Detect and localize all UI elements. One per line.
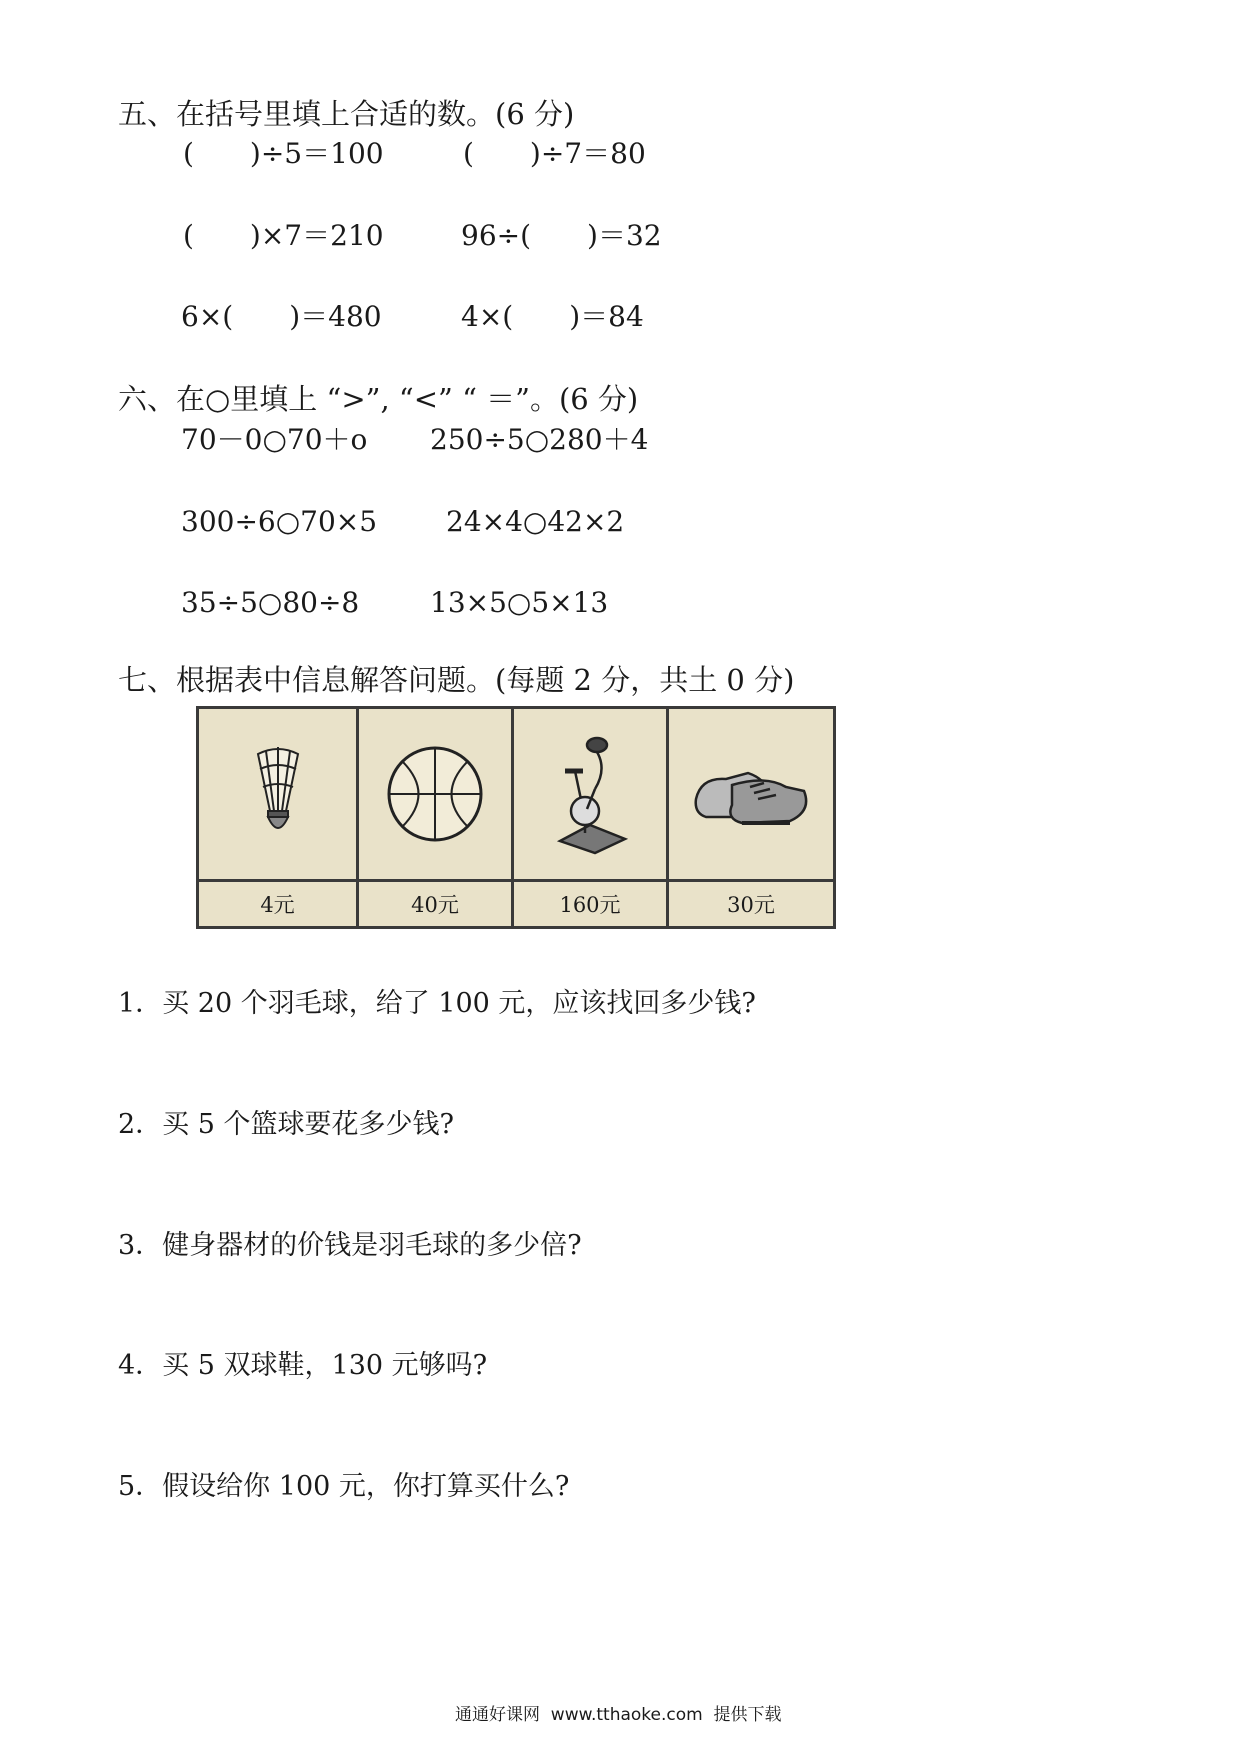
price-table — [196, 706, 836, 929]
compare-1: 70－0○70＋o — [181, 423, 368, 456]
price-sneakers: 30元 — [727, 893, 775, 917]
question-2: 2．买 5 个篮球要花多少钱? — [118, 1109, 454, 1140]
question-3: 3．健身器材的价钱是羽毛球的多少倍? — [118, 1230, 582, 1261]
question-4: 4．买 5 双球鞋，130 元够吗? — [118, 1350, 488, 1381]
price-exercise-bike: 160元 — [559, 893, 621, 917]
price-cell-shuttlecock — [199, 709, 359, 926]
footer-source: 通通好课网 www.tthaoke.com 提供下载 — [455, 1705, 782, 1725]
fill-blank-1: ( )÷5＝100 — [183, 137, 384, 170]
compare-5: 35÷5○80÷8 — [181, 586, 360, 619]
section6-heading: 六、在○里填上 “>”, “<” “ ＝”。(6 分) — [118, 382, 639, 416]
question-5: 5．假设给你 100 元，你打算买什么? — [118, 1471, 570, 1502]
fill-blank-5: 6×( )＝480 — [181, 300, 382, 333]
price-basketball: 40元 — [411, 893, 459, 917]
compare-4: 24×4○42×2 — [446, 505, 625, 538]
fill-blank-6: 4×( )＝84 — [461, 300, 644, 333]
sneakers-icon — [669, 709, 833, 882]
price-cell-sneakers — [669, 709, 833, 926]
exercise-bike-icon — [514, 709, 666, 882]
compare-3: 300÷6○70×5 — [181, 505, 378, 538]
section7-heading: 七、根据表中信息解答问题。(每题 2 分，共土 0 分) — [118, 663, 795, 697]
section5-heading: 五、在括号里填上合适的数。(6 分) — [118, 97, 575, 131]
fill-blank-4: 96÷( )＝32 — [461, 219, 662, 252]
fill-blank-3: ( )×7＝210 — [183, 219, 384, 252]
fill-blank-2: ( )÷7＝80 — [463, 137, 646, 170]
compare-6: 13×5○5×13 — [430, 586, 609, 619]
question-1: 1．买 20 个羽毛球，给了 100 元，应该找回多少钱? — [118, 988, 756, 1019]
price-shuttlecock: 4元 — [260, 893, 295, 917]
price-cell-basketball — [359, 709, 514, 926]
shuttlecock-icon — [199, 709, 356, 882]
compare-2: 250÷5○280＋4 — [430, 423, 649, 456]
basketball-icon — [359, 709, 511, 882]
price-cell-exercise-bike — [514, 709, 669, 926]
